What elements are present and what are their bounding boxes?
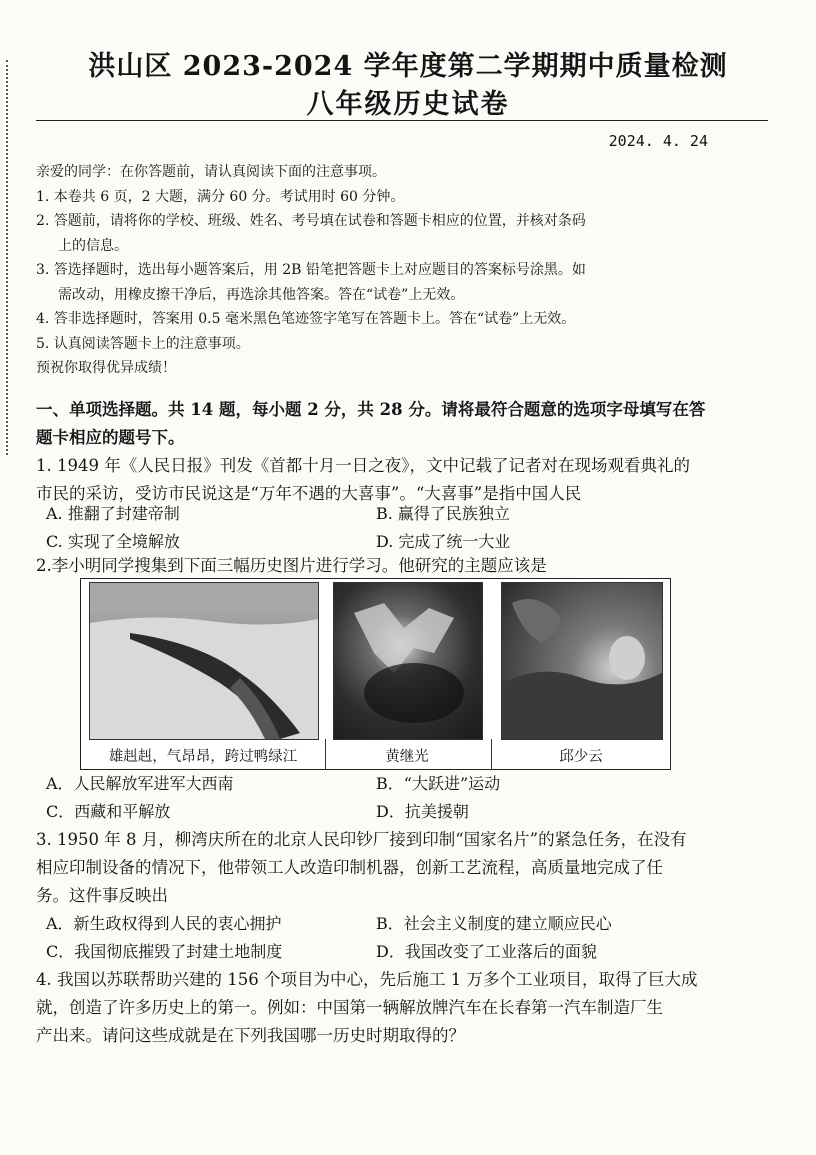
- section-heading: [36, 396, 776, 452]
- exam-subtitle: 八年级历史试卷: [306, 89, 510, 120]
- option-a: A．新生政权得到人民的衷心拥护: [46, 914, 282, 933]
- history-photos-panel: [80, 578, 671, 770]
- question-1-options: [46, 500, 766, 556]
- option-b: B．社会主义制度的建立顺应民心: [376, 914, 612, 933]
- caption-divider: [325, 739, 326, 769]
- question-line: 就，创造了许多历史上的第一。例如：中国第一辆解放牌汽车在长春第一汽车制造厂生: [36, 998, 663, 1017]
- question-4-stem: [36, 966, 776, 1050]
- photo-caption: 邱少云: [559, 749, 603, 765]
- photo-caption: 雄赳赳，气昂昂，跨过鸭绿江: [108, 749, 298, 765]
- photo-huang-jiguang-image: [334, 583, 482, 739]
- notice-item: 需改动，用橡皮擦干净后，再选涂其他答案。答在“试卷”上无效。: [58, 286, 465, 303]
- exam-title: 洪山区 2023-2024 学年度第二学期期中质量检测: [88, 51, 728, 82]
- option-c: C．我国彻底摧毁了封建土地制度: [46, 942, 283, 961]
- notice-item: 1. 本卷共 6 页，2 大题，满分 60 分。考试用时 60 分钟。: [36, 188, 405, 205]
- notice-item: 4. 答非选择题时，答案用 0.5 毫米黑色笔迹签字笔写在答题卡上。答在“试卷”上无效。: [36, 311, 576, 327]
- option-d: D．我国改变了工业落后的面貌: [376, 942, 597, 961]
- question-2-options: [46, 770, 766, 826]
- question-line: 务。这件事反映出: [36, 886, 168, 905]
- option-b: B．“大跃进”运动: [376, 774, 501, 793]
- question-line: 2.李小明同学搜集到下面三幅历史图片进行学习。他研究的主题应该是: [36, 556, 547, 575]
- question-line: 相应印制设备的情况下，他带领工人改造印制机器，创新工艺流程，高质量地完成了任: [36, 858, 663, 877]
- section-heading-line: 一、单项选择题。共 14 题，每小题 2 分，共 28 分。请将最符合题意的选项字母填写在答: [36, 400, 706, 419]
- notice-item: 上的信息。: [58, 237, 128, 254]
- exam-date: 2024. 4. 24: [608, 132, 708, 150]
- photo-qiu-shaoyun-image: [502, 583, 662, 739]
- option-d: D．抗美援朝: [376, 802, 469, 821]
- option-d: D. 完成了统一大业: [376, 532, 511, 551]
- question-line: 4. 我国以苏联帮助兴建的 156 个项目为中心，先后施工 1 万多个工业项目，取得了巨大成: [36, 970, 698, 989]
- question-3-options: [46, 910, 766, 966]
- photo-huang-jiguang: [333, 582, 483, 740]
- section-heading-line: 题卡相应的题号下。: [36, 428, 185, 447]
- notice-item: 5. 认真阅读答题卡上的注意事项。: [36, 335, 250, 352]
- title-divider: [36, 120, 768, 121]
- question-line: 1. 1949 年《人民日报》刊发《首都十月一日之夜》，文中记载了记者对在现场观看典礼的: [36, 456, 690, 475]
- option-a: A．人民解放军进军大西南: [46, 774, 234, 793]
- caption-divider: [491, 739, 492, 769]
- option-c: C. 实现了全境解放: [46, 532, 180, 551]
- question-2-stem: [36, 552, 776, 580]
- option-a: A. 推翻了封建帝制: [46, 504, 180, 523]
- question-line: 市民的采访，受访市民说这是“万年不遇的大喜事”。“大喜事”是指中国人民: [36, 484, 582, 503]
- photo-troops-crossing-yalu: [89, 582, 319, 740]
- photo-troops-crossing-yalu-image: [90, 583, 318, 739]
- option-b: B. 赢得了民族独立: [376, 504, 510, 523]
- question-line: 产出来。请问这些成就是在下列我国哪一历史时期取得的？: [36, 1026, 465, 1045]
- notice-item: 3. 答选择题时，选出每小题答案后，用 2B 铅笔把答题卡上对应题目的答案标号涂黑。如: [36, 262, 586, 278]
- question-line: 3. 1950 年 8 月，柳湾庆所在的北京人民印钞厂接到印制“国家名片”的紧急任务，在没有: [36, 830, 687, 849]
- photo-qiu-shaoyun: [501, 582, 663, 740]
- option-c: C．西藏和平解放: [46, 802, 171, 821]
- photo-caption: 黄继光: [385, 749, 429, 765]
- question-3-stem: [36, 826, 776, 910]
- notice-block: [36, 160, 776, 381]
- notice-item: 2. 答题前，请将你的学校、班级、姓名、考号填在试卷和答题卡相应的位置，并核对条码: [36, 213, 586, 229]
- notice-greeting: 亲爱的同学：在你答题前，请认真阅读下面的注意事项。: [36, 164, 386, 180]
- notice-closing: 预祝你取得优异成绩！: [36, 360, 176, 376]
